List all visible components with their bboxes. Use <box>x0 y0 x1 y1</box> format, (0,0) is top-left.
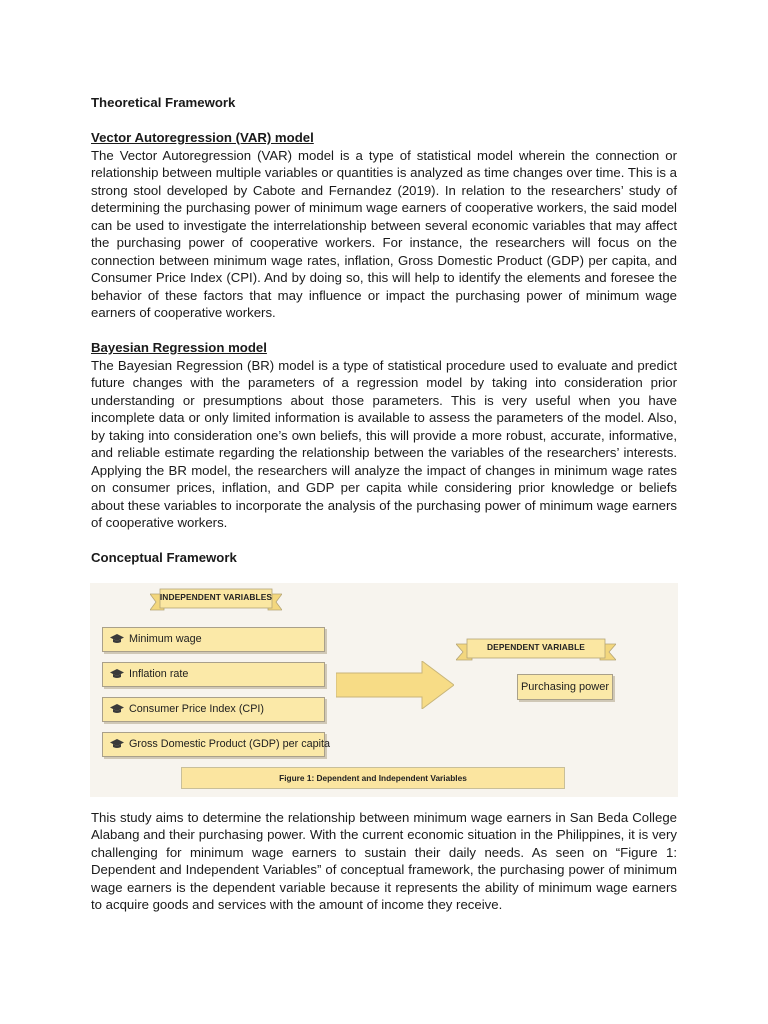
br-model-heading: Bayesian Regression model <box>91 340 267 355</box>
graduation-cap-icon <box>110 634 124 644</box>
independent-variable-box <box>102 627 325 652</box>
graduation-cap-icon <box>110 704 124 714</box>
conceptual-framework-heading: Conceptual Framework <box>91 550 237 565</box>
var-model-paragraph: The Vector Autoregression (VAR) model is a type of statistical model wherein the connection or relationship between multiple variables or quantities is analyzed as time changes over time. This is a strong stool developed by Cabote and Fernandez (2019). In relation to the researchers’ study of determining the purchasing power of minimum wage earners of cooperative workers, the said model can be used to investigate the interrelationship between several economic variables that may affect the purchasing power of cooperative workers. For instance, the researchers will focus on the connection between minimum wage rates, inflation, Gross Domestic Product (GDP) per capita, and Consumer Price Index (CPI). And by doing so, this will help to identify the elements and foresee the behavior of these factors that may influence or impact the purchasing power of minimum wage earners of cooperative workers. <box>91 147 677 320</box>
br-model-paragraph: The Bayesian Regression (BR) model is a type of statistical procedure used to evaluate and predict future changes with the parameters of a regression model by taking into consideration prior understanding or presumptions about those parameters. This is very useful when you have incomplete data or only limited information is available to assess the parameters of the model. Also, by taking into consideration one’s own beliefs, this will provide a more robust, accurate, informative, and reliable estimate regarding the relationship between the variables of the researchers’ interests. Applying the BR model, the researchers will analyze the impact of changes in minimum wage rates on consumer prices, inflation, and GDP per capita while considering prior knowledge or beliefs about these variables to incorporate the analysis of the purchasing power of minimum wage earners of cooperative workers. <box>91 357 677 530</box>
independent-variable-box <box>102 662 325 687</box>
dependent-variable-banner <box>456 637 616 663</box>
independent-variable-label: Gross Domestic Product (GDP) per capita <box>129 738 331 750</box>
independent-variable-box <box>102 697 325 722</box>
independent-variables-banner <box>150 587 282 613</box>
independent-variable-label: Consumer Price Index (CPI) <box>129 703 265 715</box>
theoretical-framework-heading: Theoretical Framework <box>91 95 236 110</box>
dependent-variable-box: Purchasing power <box>517 674 613 700</box>
conceptual-framework-figure <box>90 583 678 797</box>
conceptual-framework-paragraph: This study aims to determine the relationship between minimum wage earners in San Beda College Alabang and their purchasing power. With the current economic situation in the Philippines, it is very challenging for minimum wage earners to sustain their daily needs. As seen on “Figure 1: Dependent and Independent Variables” of conceptual framework, the purchasing power of minimum wage earners is the dependent variable because it represents the ability of minimum wage earners to acquire goods and services with the amount of income they receive. <box>91 809 677 912</box>
independent-variable-label: Minimum wage <box>129 633 202 645</box>
var-model-heading: Vector Autoregression (VAR) model <box>91 130 314 145</box>
dependent-variable-label: DEPENDENT VARIABLE <box>487 642 585 652</box>
figure-caption: Figure 1: Dependent and Independent Variables <box>181 767 565 789</box>
graduation-cap-icon <box>110 669 124 679</box>
right-arrow-icon <box>336 661 454 709</box>
document-page <box>91 94 677 914</box>
independent-variable-label: Inflation rate <box>129 668 189 680</box>
independent-variable-box <box>102 732 331 757</box>
graduation-cap-icon <box>110 739 124 749</box>
independent-variables-label: INDEPENDENT VARIABLES <box>159 592 273 602</box>
